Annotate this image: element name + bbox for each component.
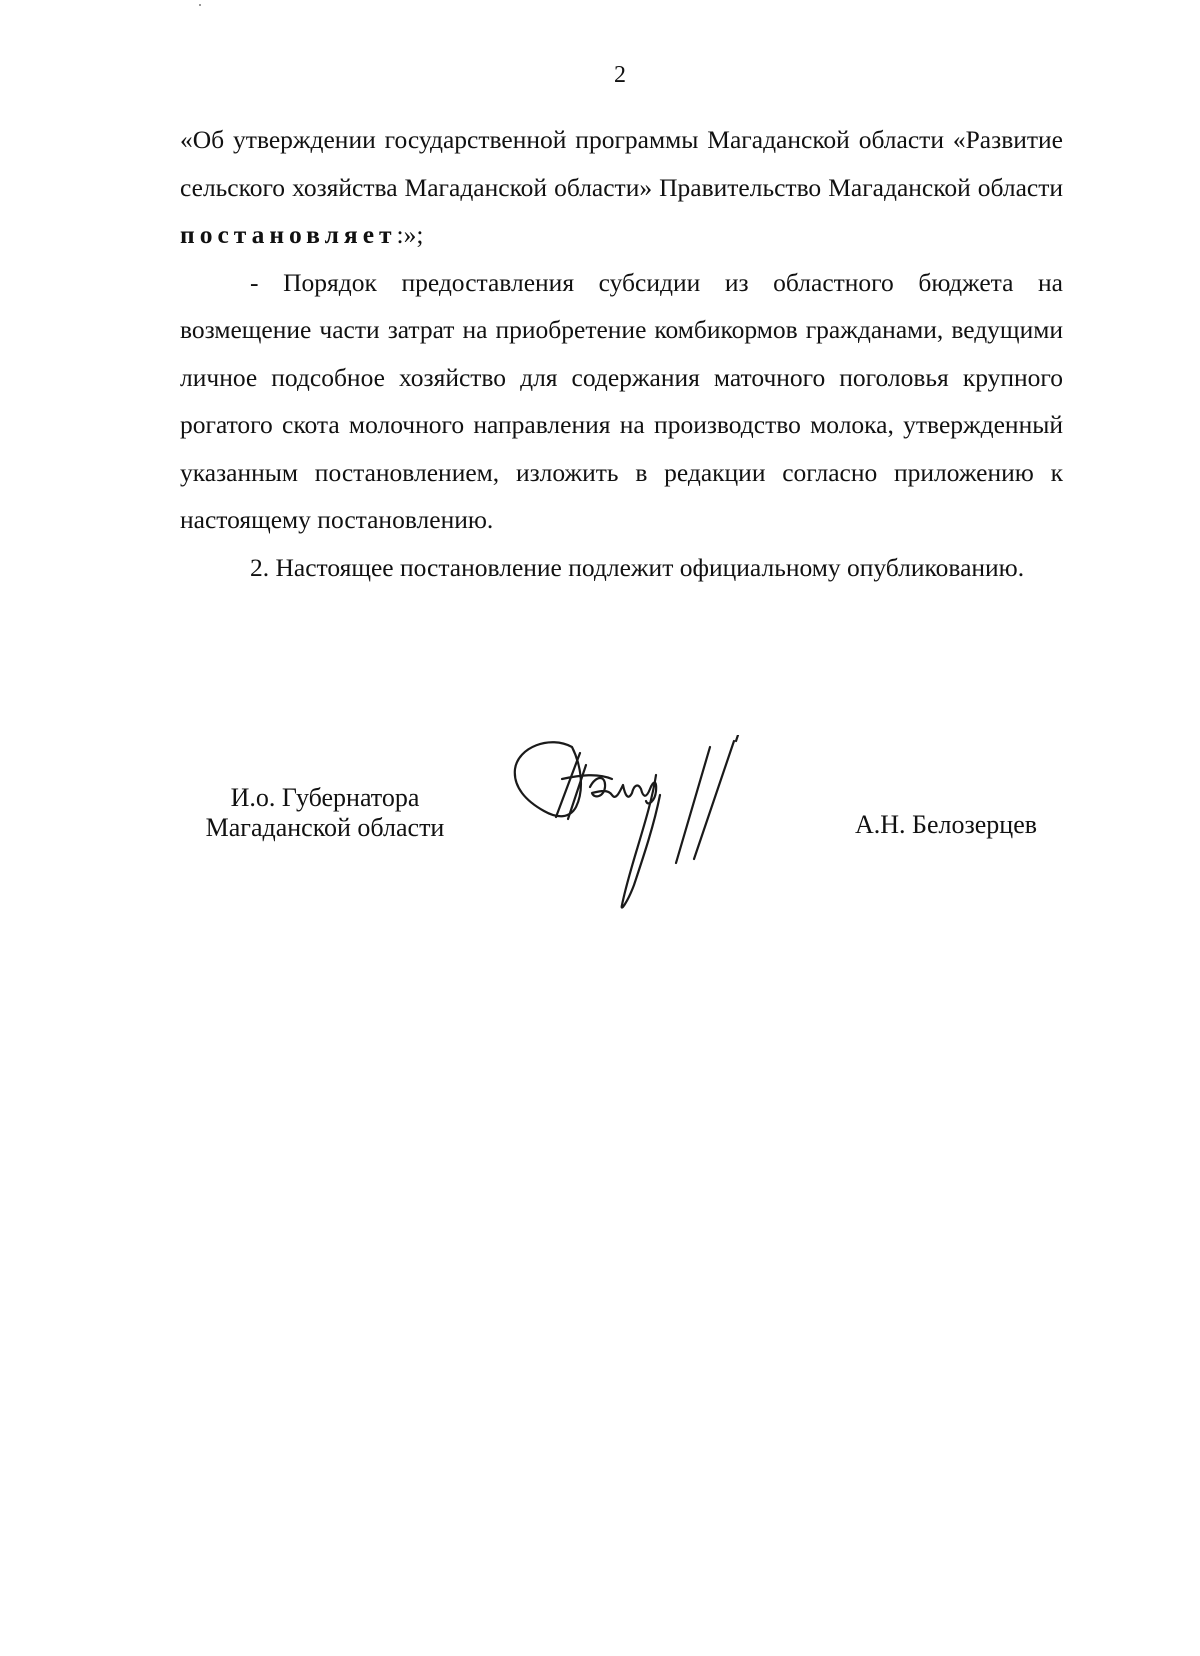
preamble-text: «Об утверждении государственной программы Магаданской области «Развитие сельского хозяйства Магаданской области» Правительство Магаданской области — [180, 125, 1063, 202]
signer-position-line1: И.о. Губернатора — [230, 783, 420, 812]
paragraph-publication: 2. Настоящее постановление подлежит официальному опубликованию. — [250, 552, 1025, 582]
paragraph-procedure: - Порядок предоставления субсидии из областного бюджета на возмещение части затрат на приобретение комбикормов гражданами, ведущими личное подсобное хозяйство для содержания маточного поголовья крупного рогатого скота молочного направления на производство молока, утвержденный указанным постановлением, изложить в редакции согласно приложению к настоящему постановлению. — [180, 267, 1063, 534]
preamble-tail: :»; — [396, 220, 424, 249]
resolves-word: постановляет — [180, 220, 397, 249]
signer-position — [190, 783, 460, 843]
signer-name: А.Н. Белозерцев — [855, 810, 1038, 839]
signer-position-line2: Магаданской области — [205, 813, 445, 842]
page-number: 2 — [614, 62, 626, 88]
handwritten-signature — [510, 735, 780, 925]
